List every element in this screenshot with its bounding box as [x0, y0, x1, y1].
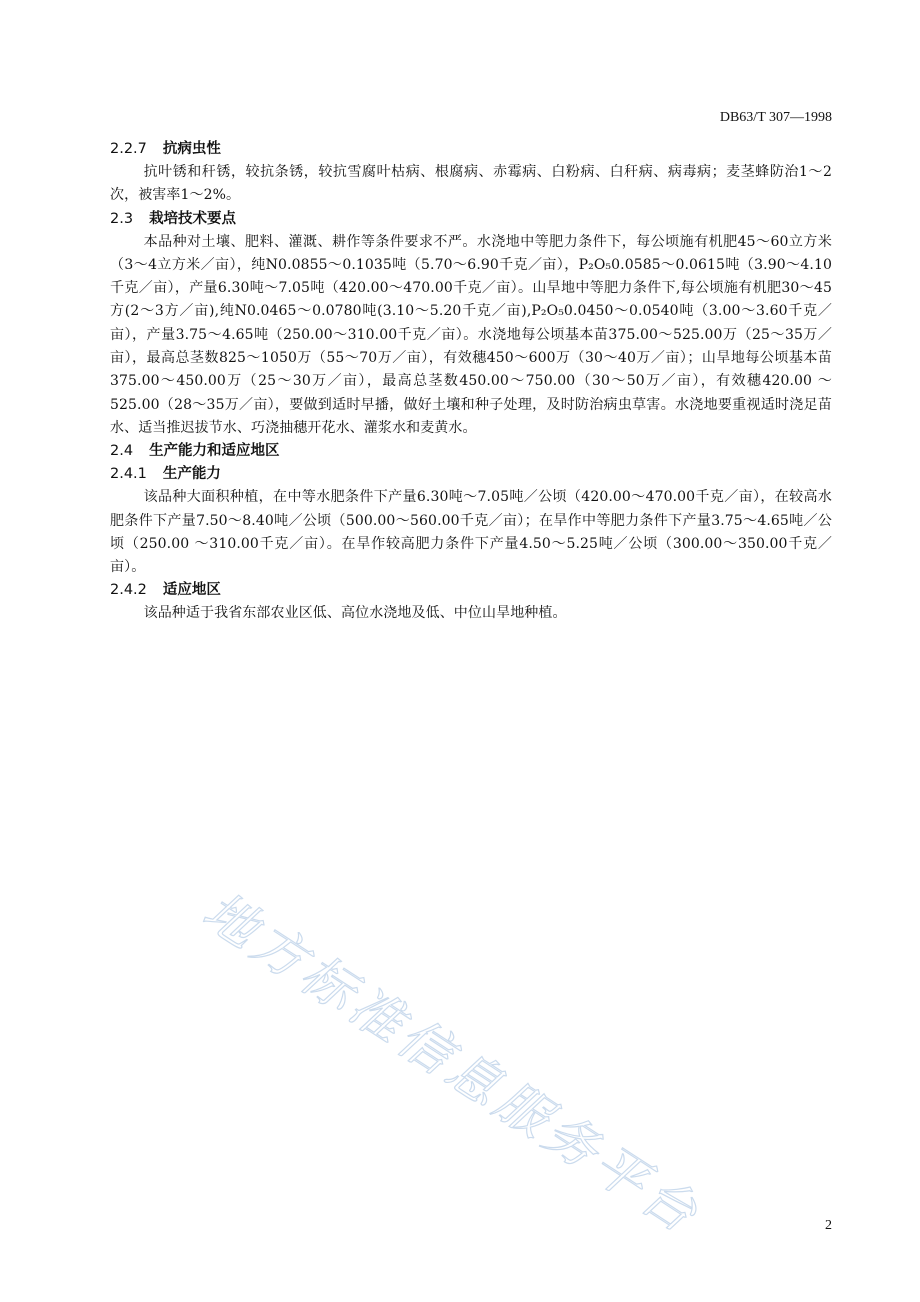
heading-2-4-2: [110, 579, 832, 602]
watermark: 地方标准信息服务平台: [192, 880, 712, 1248]
paragraph-production-capacity: 该品种大面积种植，在中等水肥条件下产量6.30吨～7.05吨／公顷（420.00～470.00千克／亩），在较高水肥条件下产量7.50～8.40吨／公顷（500.00～560.00千克／亩）；在旱作中等肥力条件下产量3.75～4.65吨／公顷（250.00 ～310.00千克／亩）。在旱作较高肥力条件下产量4.50～5.25吨／公顷（300.00～350.00千克／亩）。: [110, 489, 832, 576]
doc-code: DB63/T 307—1998: [719, 110, 832, 125]
section-number: 2.4.2: [110, 582, 147, 599]
section-title: 抗病虫性: [162, 141, 221, 157]
heading-2-2-7: [110, 138, 832, 161]
page-number: 2: [825, 1218, 832, 1233]
paragraph-suitable-region: 该品种适于我省东部农业区低、高位水浇地及低、中位山旱地种植。: [143, 605, 567, 622]
section-title: 适应地区: [162, 582, 221, 599]
paragraph-cultivation: 本品种对土壤、肥料、灌溉、耕作等条件要求不严。水浇地中等肥力条件下，每公顷施有机肥45～60立方米（3～4立方米／亩），纯N0.0855～0.1035吨（5.70～6.90千克／亩），P₂O₅0.0585～0.0615吨（3.90～4.10千克／亩），产量6.30吨～7.05吨（420.00～470.00千克／亩）。山旱地中等肥力条件下,每公顷施有机肥30～45方(2～3方／亩),纯N0.0465～0.0780吨(3.10～5.20千克／亩),P₂O₅0.0450～0.0540吨（3.00～3.60千克／亩），产量3.75～4.65吨（250.00～310.00千克／亩）。水浇地每公顷基本苗375.00～525.00万（25～35万／亩），最高总茎数825～1050万（55～70万／亩），有效穗450～600万（30～40万／亩）；山旱地每公顷基本苗375.00～450.00万（25～30万／亩），最高总茎数450.00～750.00（30～50万／亩），有效穗420.00 ～525.00（28～35万／亩），要做到适时早播，做好土壤和种子处理，及时防治病虫草害。水浇地要重视适时浇足苗水、适当推迟拔节水、巧浇抽穗开花水、灌浆水和麦黄水。: [110, 233, 832, 436]
section-title: 栽培技术要点: [149, 210, 237, 227]
heading-2-4-1: [110, 463, 832, 486]
section-number: 2.4.1: [110, 466, 147, 483]
section-number: 2.2.7: [110, 141, 147, 157]
heading-2-3: [110, 208, 832, 231]
section-title: 生产能力: [162, 466, 221, 483]
document-body: [110, 138, 832, 626]
section-number: 2.3: [110, 210, 134, 227]
paragraph-disease-resistance: 抗叶锈和秆锈，较抗条锈，较抗雪腐叶枯病、根腐病、赤霉病、白粉病、白秆病、病毒病；麦茎蜂防治1～2次，被害率1～2%。: [110, 164, 832, 204]
section-title: 生产能力和适应地区: [149, 443, 280, 460]
heading-2-4: [110, 440, 832, 463]
section-number: 2.4: [110, 443, 134, 460]
